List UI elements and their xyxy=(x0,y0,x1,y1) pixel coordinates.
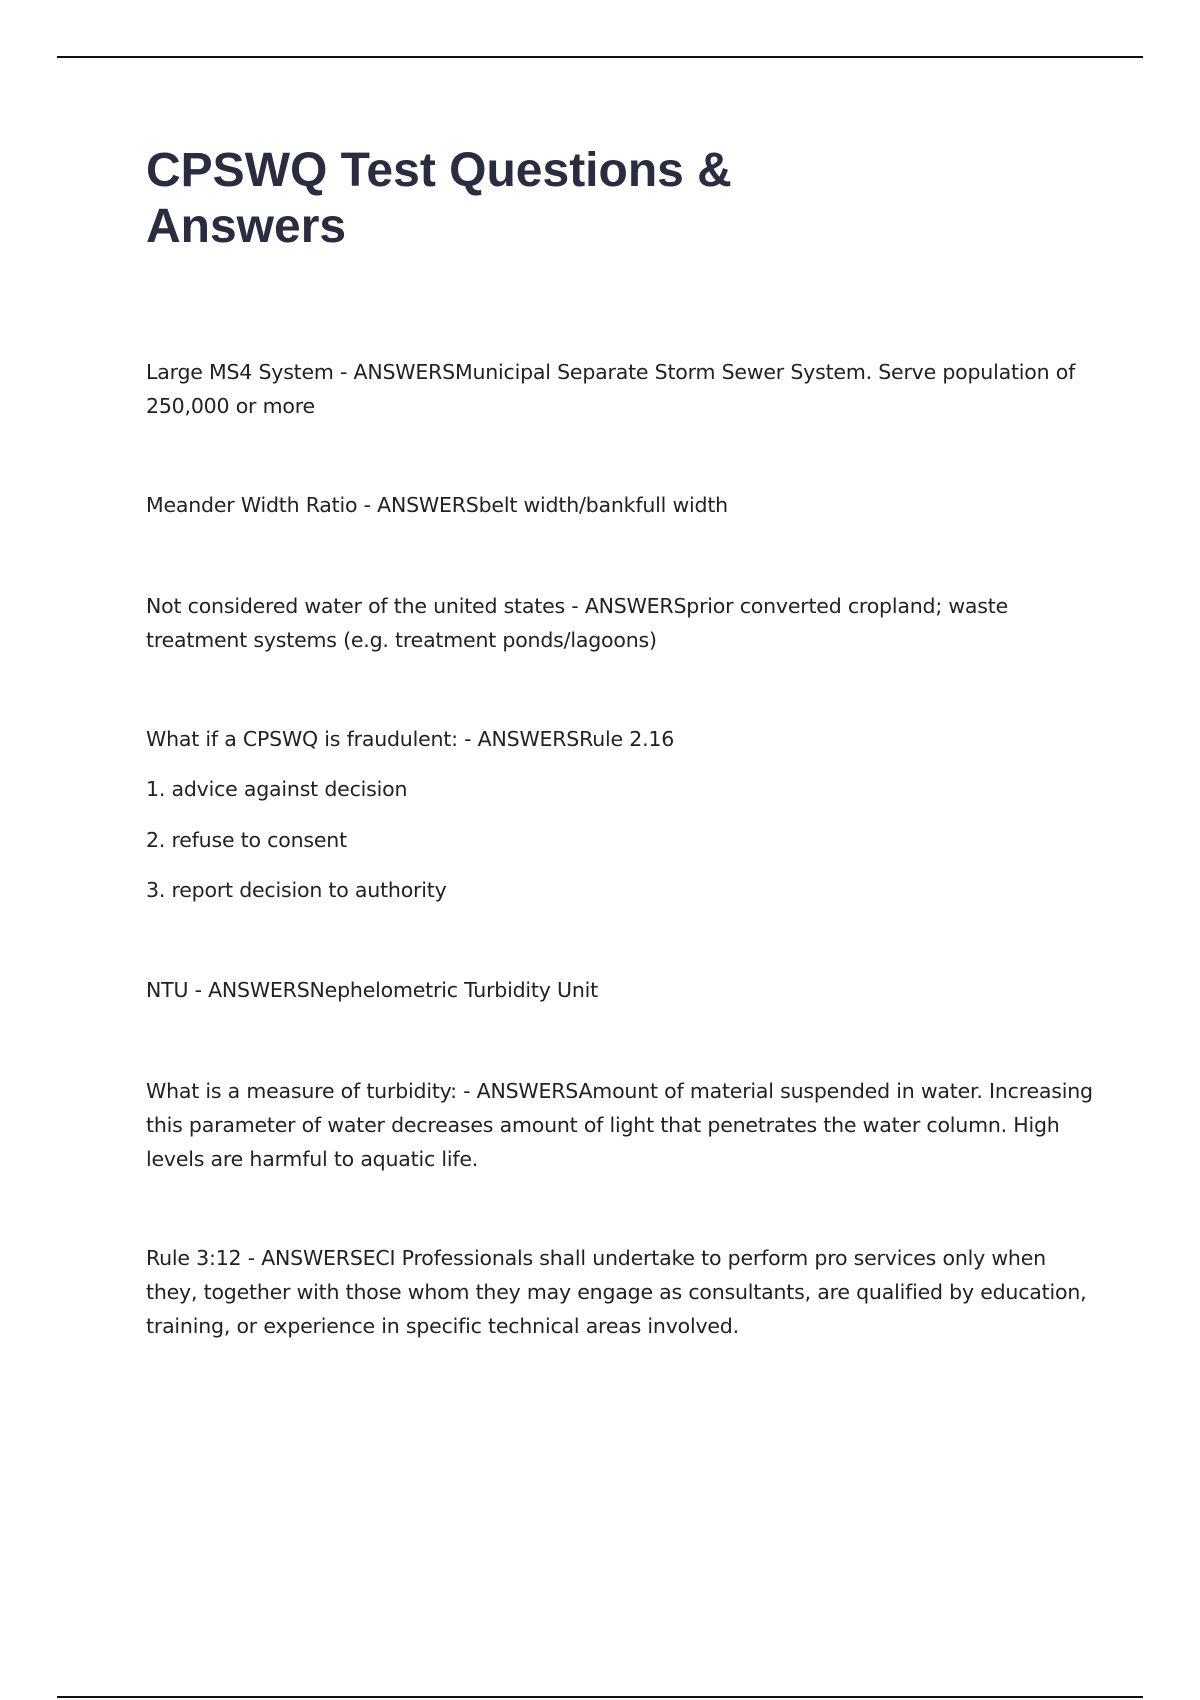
qa-entry: Meander Width Ratio - ANSWERSbelt width/bankfull width xyxy=(146,493,728,517)
header-rule xyxy=(57,56,1143,58)
document-title: CPSWQ Test Questions & Answers xyxy=(146,144,732,253)
qa-entry: What if a CPSWQ is fraudulent: - ANSWERSRule 2.16 xyxy=(146,727,675,751)
qa-entry: Large MS4 System - ANSWERSMunicipal Separate Storm Sewer System. Serve population of 250,000 or more xyxy=(146,360,1076,418)
list-item: 1. advice against decision xyxy=(146,777,408,801)
qa-entry: Rule 3:12 - ANSWERSECI Professionals shall undertake to perform pro services only when they, together with those whom they may engage as consultants, are qualified by education, training, or experience in specific technical areas involved. xyxy=(146,1246,1087,1338)
footer-rule xyxy=(57,1696,1143,1698)
qa-entry: What is a measure of turbidity: - ANSWERSAmount of material suspended in water. Increasing this parameter of water decreases amount of light that penetrates the water column. High levels are harmful to aquatic life. xyxy=(146,1079,1093,1171)
qa-entry: Not considered water of the united states - ANSWERSprior converted cropland; waste treatment systems (e.g. treatment ponds/lagoons) xyxy=(146,594,1008,652)
qa-entry: NTU - ANSWERSNephelometric Turbidity Unit xyxy=(146,978,598,1002)
list-item: 2. refuse to consent xyxy=(146,828,347,852)
list-item: 3. report decision to authority xyxy=(146,878,447,902)
